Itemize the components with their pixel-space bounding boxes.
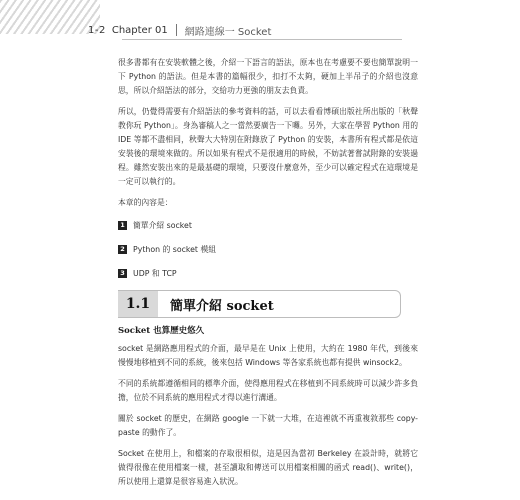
header-rule [122,39,402,40]
section-title: 簡單介紹 socket [170,298,274,314]
intro-section [118,56,418,314]
chapter-label: Chapter 01 [111,24,168,36]
chapter-title: 網路連線一 Socket [184,26,272,38]
contents-label: 本章的內容是： [118,198,173,207]
toc-number-badge: 1 [118,221,127,230]
toc-item [118,242,418,256]
toc-item-text: 簡單介紹 socket [133,220,192,230]
toc-item-text: UDP 和 TCP [133,268,177,278]
section-body [118,318,418,496]
body-paragraph-2: 不同的系統都遵循相同的標準介面，使得應用程式在移植到不同系統時可以減少許多負擔，位於不同系統的應用程式才得以進行溝通。 [118,379,418,402]
page-number: 1-2 [88,24,106,36]
section-number: 1.1 [118,291,158,317]
toc-item [118,266,418,280]
body-paragraph-1: socket 是網路應用程式的介面，最早是在 Unix 上使用，大約在 1980 年代，到後來慢慢地移植到不同的系統，後來包括 Windows 等各家系統也都有提供 winsock2。 [118,344,418,367]
running-header [88,22,510,38]
header-stripes [0,0,100,34]
header-divider [176,24,177,36]
intro-paragraph-2: 所以，仍覺得需要有介紹語法的參考資料的話，可以去看看博碩出版社所出版的「秋聲教你玩 Python」。身為審稿人之一當然要廣告一下囉。另外，大家在學習 Python 用的 IDE 等都不盡相同，秋聲大大特別在附錄放了 Python 的安裝，本書所有程式都是依這安裝後的環境來做的。所以如果有程式不是很適用的時候，不妨試著嘗試附錄的安裝過程。雖然安裝出來的是最基礎的環境，只要沒什麼意外，至少可以確定程式在這環境是一定可以執行的。 [118,107,418,186]
body-paragraph-3: 關於 socket 的歷史，在網路 google 一下就一大堆，在這裡就不再重複敘那些 copy-paste 的動作了。 [118,414,418,437]
toc-item-text: Python 的 socket 模組 [133,244,217,254]
toc-number-badge: 2 [118,245,127,254]
body-paragraph-4: Socket 在使用上，和檔案的存取很相似，這是因為當初 Berkeley 在設計時，就將它做得很像在使用檔案一樣，甚至讀取和傳送可以用檔案相關的函式 read()、write()，所以使用上還算是很容易進入狀況。 [118,449,418,486]
toc-number-badge: 3 [118,269,127,278]
intro-paragraph-1: 很多書都有在安裝軟體之後，介紹一下語言的語法，原本也在考慮要不要也簡單說明一下 Python 的語法。但是本書的篇幅很少，扣打不太夠，硬加上半吊子的介紹也沒意思，所以介紹語法的部分，交給功力更強的朋友去負責。 [118,58,418,95]
subheading: Socket 也算歷史悠久 [118,326,205,336]
toc-item [118,218,418,232]
section-heading [118,290,401,318]
